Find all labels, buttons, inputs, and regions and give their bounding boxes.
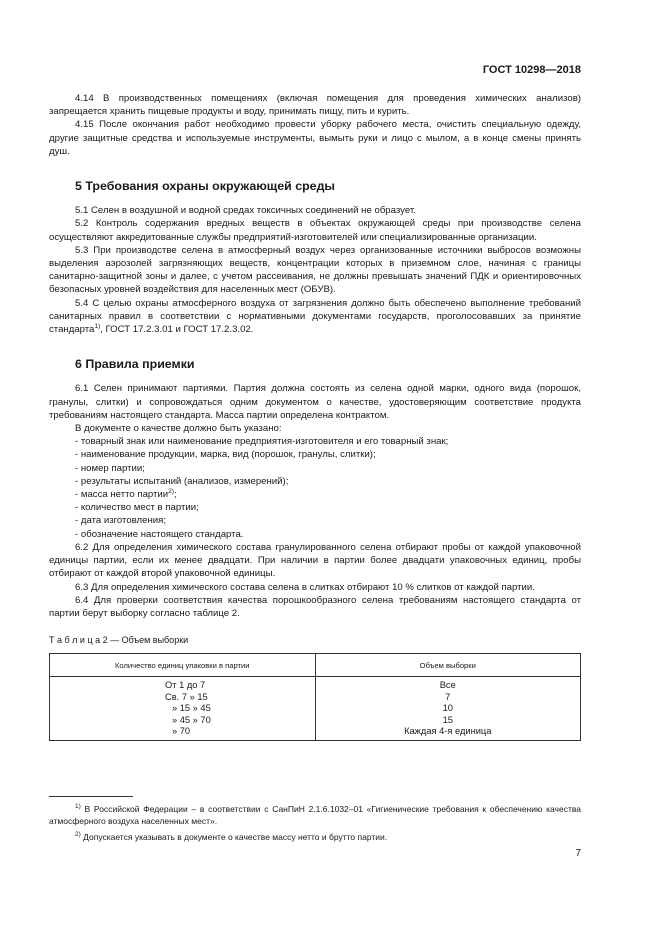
list-item: - дата изготовления;	[75, 515, 166, 527]
list-item: - наименование продукции, марка, вид (порошок, гранулы, слитки);	[75, 449, 376, 461]
footnote-text: В Российской Федерации – в соответствии с СанПиН 2.1.6.1032–01 «Гигиенические требования к обеспечению качества атмосферного воздуха населенных мест».	[49, 804, 581, 826]
table-cell-value: 15	[442, 714, 453, 725]
table-header-row	[50, 654, 581, 677]
table-header-sample: Объем выборки	[315, 654, 581, 677]
footnote-text: Допускается указывать в документе о качестве массу нетто и брутто партии.	[80, 832, 388, 842]
paragraph-6-1: 6.1 Селен принимают партиями. Партия должна состоять из селена одной марки, одного вида (порошок, гранулы, слитки) и сопровождаться одним документом о качестве, удостоверяющим соответствие продукта требованиям настоящего стандарта. Масса партии определена контрактом.	[49, 383, 581, 421]
table-cell-value: 10	[442, 703, 453, 714]
page-number: 7	[575, 848, 581, 859]
paragraph-5-1: 5.1 Селен в воздушной и водной средах токсичных соединений не образует.	[75, 205, 416, 217]
paragraph-6-2: 6.2 Для определения химического состава гранулированного селена отбирают пробы от каждой упаковочной единицы партии, если их менее двадцати. При наличии в партии более двадцати упаковочных единиц, пробы отбирают от каждой второй упаковочной единицы.	[49, 541, 581, 580]
footnote-mark: 1)	[75, 803, 81, 810]
list-item: - количество мест в партии;	[75, 502, 199, 514]
paragraph-5-4-end: , ГОСТ 17.2.3.01 и ГОСТ 17.2.3.02.	[100, 324, 254, 336]
list-item-mass-end: ;	[173, 489, 177, 501]
paragraph-5-2: 5.2 Контроль содержания вредных веществ в объектах окружающей среды при производстве селена осуществляют аккредитованные службы предприятий-изготовителей или специализированные организации.	[49, 218, 581, 243]
paragraph-quality-doc: В документе о качестве должно быть указано:	[75, 423, 282, 435]
table-cell-value: От 1 до 7	[165, 680, 206, 691]
table-cell-quantity	[50, 677, 316, 741]
table-cell-value: 7	[445, 691, 451, 702]
list-item: - товарный знак или наименование предприятия-изготовителя и его товарный знак;	[75, 436, 449, 448]
footnote-divider	[49, 796, 133, 797]
list-item	[49, 488, 581, 501]
page-content	[49, 92, 581, 741]
table-header-quantity: Количество единиц упаковки в партии	[50, 654, 316, 677]
footnote-mark: 2)	[75, 831, 81, 838]
footnote-1	[49, 803, 581, 827]
footnote-ref-1: 1)	[94, 323, 101, 331]
sample-size-table	[49, 653, 581, 741]
table-cell-value: Каждая 4-я единица	[404, 725, 492, 736]
footnote-2	[49, 831, 581, 843]
table-cell-sample	[315, 677, 581, 741]
paragraph-5-4-text: 5.4 С целью охраны атмосферного воздуха от загрязнения должно быть обеспечено выполнение требований санитарных правил в соответствии с нормативными документами государств, проголосовавших за принятие стандарта	[49, 297, 581, 336]
paragraph-6-3: 6.3 Для определения химического состава селена в слитках отбирают 10 % слитков от каждой партии.	[75, 581, 535, 593]
paragraph-6-4: 6.4 Для проверки соответствия качества порошкообразного селена требованиям настоящего стандарта от партии берут выборку согласно таблице 2.	[49, 594, 581, 619]
paragraph-5-3: 5.3 При производстве селена в атмосферный воздух через организованные источники выбросов возможны выделения аэрозолей загрязняющих веществ, концентрации которых в приземном слое, начиная с границы санитарно-защитной зоны и далее, с учетом рассеивания, не должны превышать значений ПДК и ориентировочных безопасных уровней воздействия для населенных мест (ОБУВ).	[49, 244, 581, 296]
table-cell-value: Все	[439, 680, 456, 691]
table-caption: Т а б л и ц а 2 — Объем выборки	[49, 635, 189, 646]
table-cell-value: Св. 7 » 15	[165, 691, 208, 702]
list-item: - результаты испытаний (анализов, измерений);	[75, 475, 289, 487]
table-cell-value: » 45 » 70	[172, 714, 211, 725]
list-item: - номер партии;	[75, 462, 145, 474]
table-cell-value: » 70	[172, 725, 191, 736]
section-6-heading: 6 Правила приемки	[75, 357, 195, 372]
table-cell-value: » 15 » 45	[172, 703, 211, 714]
footnotes	[49, 803, 581, 847]
list-item: - обозначение настоящего стандарта.	[75, 528, 244, 540]
document-code: ГОСТ 10298—2018	[482, 64, 581, 76]
paragraph-4-14: 4.14 В производственных помещениях (включая помещения для проведения химических анализов) запрещается хранить пищевые продукты и воду, принимать пищу, пить и курить.	[49, 93, 581, 118]
footnote-ref-2: 2)	[168, 488, 174, 496]
paragraph-4-15: 4.15 После окончания работ необходимо провести уборку рабочего места, очистить специальную одежду, другие защитные средства и используемые инструменты, вымыть руки и лицо с мылом, а в конце смены принять душ.	[49, 119, 581, 157]
list-item-mass: - масса нетто партии	[75, 489, 169, 501]
table-row	[50, 677, 581, 741]
section-5-heading: 5 Требования охраны окружающей среды	[75, 179, 336, 194]
paragraph-5-4	[49, 297, 581, 337]
